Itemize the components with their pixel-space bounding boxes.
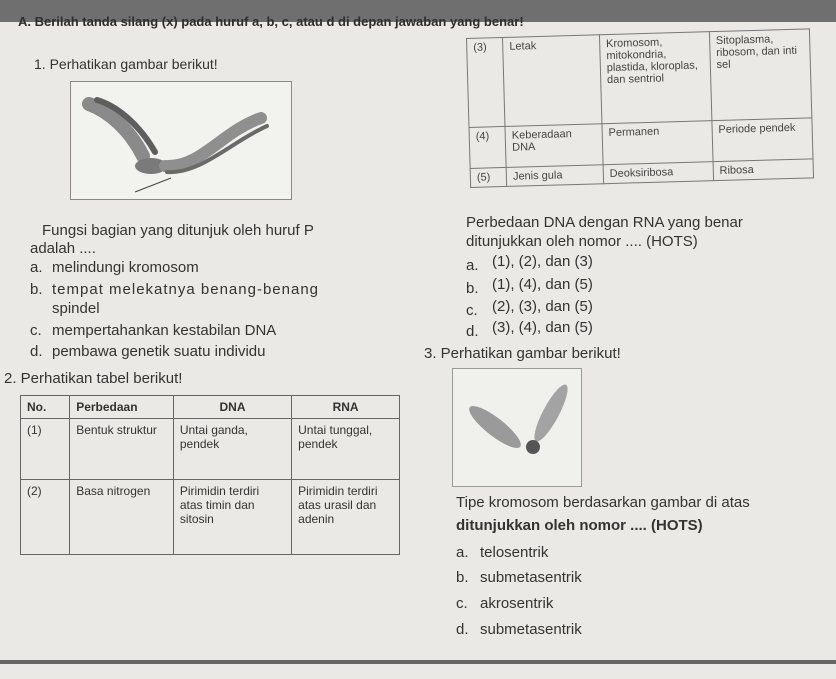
row-number: (5) bbox=[470, 167, 507, 187]
row-dna: Permanen bbox=[602, 121, 713, 165]
q3-option-d-text[interactable]: submetasentrik bbox=[480, 621, 582, 638]
q2-option-b-text[interactable]: (1), (4), dan (5) bbox=[492, 276, 593, 293]
q3-option-a-letter[interactable]: a. bbox=[456, 544, 469, 561]
row-rna: Untai tunggal, pendek bbox=[292, 419, 400, 480]
row-rna: Ribosa bbox=[713, 159, 814, 181]
q2-option-c-text[interactable]: (2), (3), dan (5) bbox=[492, 298, 593, 315]
q1-option-c-letter[interactable]: c. bbox=[30, 322, 42, 339]
q1-option-d-text[interactable]: pembawa genetik suatu individu bbox=[52, 343, 266, 360]
row-rna: Pirimidin terdiri atas urasil dan adenin bbox=[292, 480, 400, 555]
row-number: (3) bbox=[467, 37, 506, 127]
q3-stem-line2: ditunjukkan oleh nomor .... (HOTS) bbox=[456, 517, 703, 534]
row-no: (1) bbox=[21, 419, 70, 480]
dna-rna-comparison-table-continued bbox=[466, 28, 814, 188]
table-header-row bbox=[21, 396, 400, 419]
q1-option-b-letter[interactable]: b. bbox=[30, 281, 43, 298]
chromosome-type-figure bbox=[452, 368, 582, 487]
q2-option-a-text[interactable]: (1), (2), dan (3) bbox=[492, 253, 593, 270]
q1-stem-line2: adalah .... bbox=[30, 240, 96, 257]
q2-stem-line2: ditunjukkan oleh nomor .... (HOTS) bbox=[466, 233, 698, 250]
q2-option-c-letter[interactable]: c. bbox=[466, 302, 478, 319]
row-dna: Pirimidin terdiri atas timin dan sitosin bbox=[173, 480, 291, 555]
centromere-figure bbox=[70, 81, 292, 200]
row-aspect: Keberadaan DNA bbox=[505, 124, 603, 168]
row-aspect: Letak bbox=[503, 35, 602, 127]
q2-option-d-text[interactable]: (3), (4), dan (5) bbox=[492, 319, 593, 336]
q2-stem-line1: Perbedaan DNA dengan RNA yang benar bbox=[466, 214, 743, 231]
col-header-no: No. bbox=[21, 396, 70, 419]
row-dna: Kromosom, mitokondria, plastida, kloroplas, dan sentriol bbox=[599, 32, 711, 124]
q2-intro: 2. Perhatikan tabel berikut! bbox=[4, 370, 183, 387]
q3-option-c-text[interactable]: akrosentrik bbox=[480, 595, 554, 612]
q2-option-b-letter[interactable]: b. bbox=[466, 280, 479, 297]
bottom-divider bbox=[0, 660, 836, 664]
table-row bbox=[467, 29, 812, 128]
q3-option-b-text[interactable]: submetasentrik bbox=[480, 569, 582, 586]
q3-option-c-letter[interactable]: c. bbox=[456, 595, 468, 612]
row-aspect: Jenis gula bbox=[506, 165, 603, 187]
q3-option-b-letter[interactable]: b. bbox=[456, 569, 469, 586]
q1-title: 1. Perhatikan gambar berikut! bbox=[34, 56, 218, 72]
dna-rna-comparison-table bbox=[20, 395, 400, 555]
q1-option-a-letter[interactable]: a. bbox=[30, 259, 43, 276]
col-header-perbedaan: Perbedaan bbox=[70, 396, 174, 419]
row-rna: Sitoplasma, ribosom, dan inti sel bbox=[709, 29, 812, 121]
q3-option-a-text[interactable]: telosentrik bbox=[480, 544, 549, 561]
section-a-instruction: A. Berilah tanda silang (x) pada huruf a, b, c, atau d di depan jawaban yang benar! bbox=[18, 14, 524, 29]
q1-option-b-text[interactable]: tempat melekatnya benang-benang bbox=[52, 281, 320, 298]
table-row bbox=[21, 419, 400, 480]
q1-option-c-text[interactable]: mempertahankan kestabilan DNA bbox=[52, 322, 277, 339]
table-row bbox=[21, 480, 400, 555]
chromosome-v-illustration bbox=[453, 369, 581, 486]
chromosome-illustration bbox=[71, 82, 291, 199]
row-rna: Periode pendek bbox=[712, 118, 813, 162]
q3-option-d-letter[interactable]: d. bbox=[456, 621, 469, 638]
q3-stem-line1: Tipe kromosom berdasarkan gambar di atas bbox=[456, 494, 750, 511]
col-header-rna: RNA bbox=[292, 396, 400, 419]
row-dna: Untai ganda, pendek bbox=[173, 419, 291, 480]
row-perbedaan: Basa nitrogen bbox=[70, 480, 174, 555]
q3-title: 3. Perhatikan gambar berikut! bbox=[424, 345, 621, 362]
q2-option-a-letter[interactable]: a. bbox=[466, 257, 479, 274]
row-perbedaan: Bentuk struktur bbox=[70, 419, 174, 480]
q2-option-d-letter[interactable]: d. bbox=[466, 323, 479, 340]
col-header-dna: DNA bbox=[173, 396, 291, 419]
row-dna: Deoksiribosa bbox=[603, 162, 713, 184]
q1-option-a-text[interactable]: melindungi kromosom bbox=[52, 259, 199, 276]
row-no: (2) bbox=[21, 480, 70, 555]
q1-stem-line1: Fungsi bagian yang ditunjuk oleh huruf P bbox=[42, 222, 314, 239]
row-number: (4) bbox=[469, 126, 506, 168]
q1-option-d-letter[interactable]: d. bbox=[30, 343, 43, 360]
q1-option-b-cont: spindel bbox=[52, 300, 100, 317]
